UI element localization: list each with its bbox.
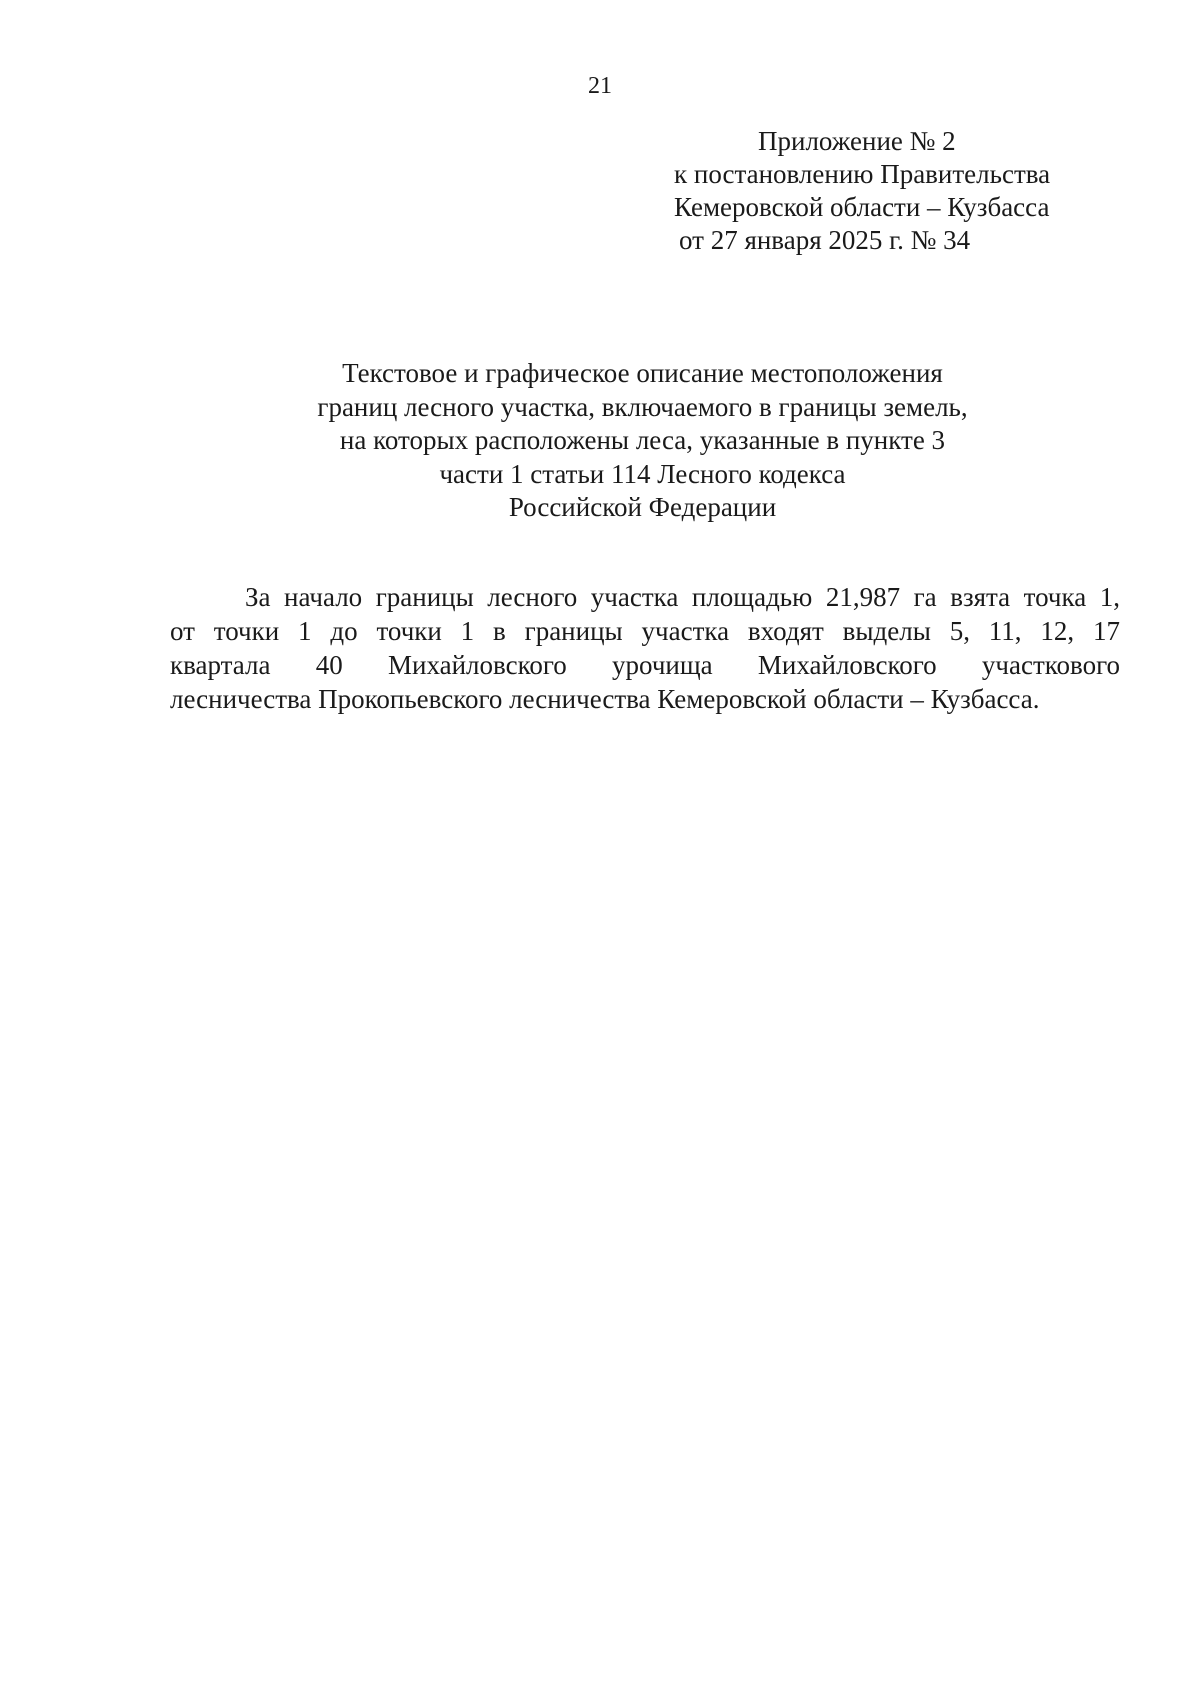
title-line: Текстовое и графическое описание местоположения	[342, 358, 943, 388]
title-line: части 1 статьи 114 Лесного кодекса	[439, 458, 846, 489]
paragraph-line: лесничества Прокопьевского лесничества Кемеровской области – Кузбасса.	[170, 684, 1040, 714]
body-paragraph	[170, 580, 1120, 716]
annex-header	[660, 125, 1120, 257]
annex-title: Приложение № 2	[758, 126, 956, 156]
paragraph-line: квартала 40 Михайловского урочища Михайловского участкового	[170, 650, 1120, 680]
title-line: на которых расположены леса, указанные в пункте 3	[339, 425, 946, 455]
page-number: 21	[588, 73, 612, 99]
paragraph-line: от точки 1 до точки 1 в границы участка входят выделы 5, 11, 12, 17	[170, 616, 1120, 646]
document-title	[150, 357, 1135, 525]
annex-region: Кемеровской области – Кузбасса	[674, 192, 1050, 222]
title-line: границ лесного участка, включаемого в границы земель,	[317, 391, 968, 422]
paragraph-line: За начало границы лесного участка площадью 21,987 га взята точка 1,	[245, 582, 1120, 612]
title-line: Российской Федерации	[508, 492, 777, 522]
annex-reference: к постановлению Правительства	[674, 159, 1051, 189]
annex-date: от 27 января 2025 г. № 34	[679, 225, 971, 255]
